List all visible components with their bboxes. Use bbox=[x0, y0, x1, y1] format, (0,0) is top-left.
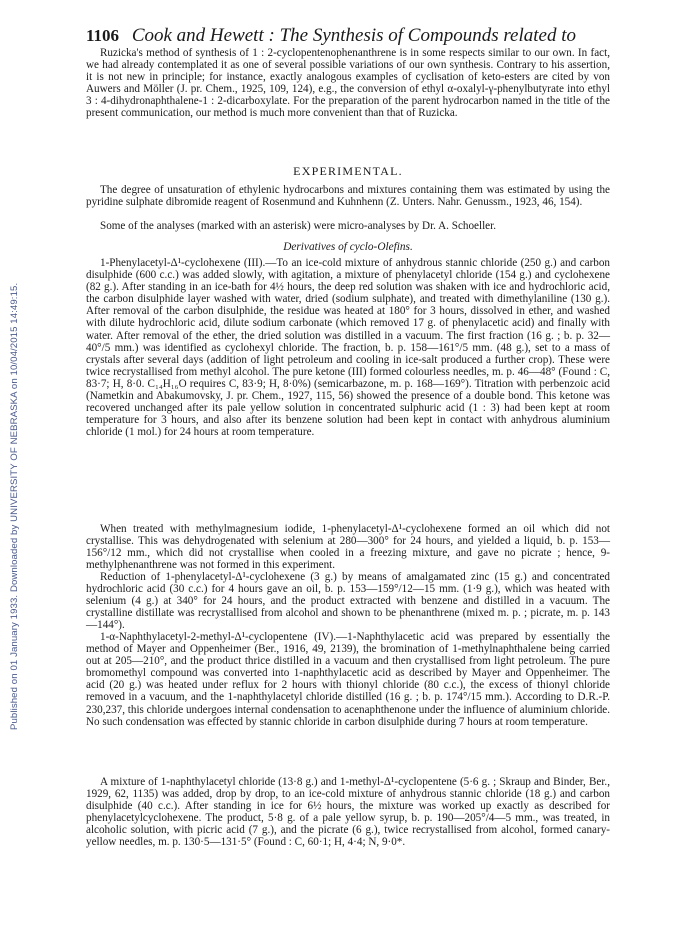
derivatives-heading: Derivatives of cyclo-Olefins. bbox=[283, 241, 413, 253]
experimental-paragraph-1: The degree of unsaturation of ethylenic hydrocarbons and mixtures containing them was estimated by using the pyridine sulphate dibromide reagent of Rosenmund and Kuhnhenn (Z. Unters. Nahr. Genussm., 1923, 46, 154). bbox=[86, 184, 610, 209]
paragraph-reduction: Reduction of 1-phenylacetyl-Δ¹-cyclohexene (3 g.) by means of amalgamated zinc (15 g.) and concentrated hydrochloric acid (30 c.c.) for 4 hours gave an oil, b. p. 153—159°/12—15 mm. (1·9 g.), which was heated with selenium (4 g.) at 340° for 24 hours, and the product extracted with benzene and distilled in a vacuum. The crystalline distillate was recrystallised from alcohol and shown to be phenanthrene (mixed m. p. ; picrate, m. p. 143—144°). bbox=[86, 571, 610, 632]
download-watermark-text: Published on 01 January 1933. Downloaded by UNIVERSITY OF NEBRASKA on 10/04/2015 14:49:15. bbox=[9, 282, 20, 730]
paragraph-naphthylacetyl-cyclopentene: 1-α-Naphthylacetyl-2-methyl-Δ¹-cyclopentene (IV).—1-Naphthylacetic acid was prepared by essentially the method of Mayer and Oppenheimer (Ber., 1916, 49, 2139), the bromination of 1-methylnaphthalene being carried out at 205—210°, and the product thrice distilled in a vacuum and then crystallised from light petroleum. The pure bromomethyl compound was converted into 1-naphthylacetic acid as described by Mayer and Oppenheimer. The acid (20 g.) was heated under reflux for 2 hours with thionyl chloride (80 c.c.), the excess of thionyl chloride removed in a vacuum, and the 1-naphthylacetyl chloride distilled (16 g. ; b. p. 174°/15 mm.). According to D.R.-P. 230,237, this chloride undergoes internal condensation to acenaphthenone under the influence of aluminium chloride. No such condensation was effected by stannic chloride in carbon disulphide during 7 hours at room temperature. bbox=[86, 631, 610, 728]
running-header bbox=[86, 25, 576, 47]
intro-paragraph: Ruzicka's method of synthesis of 1 : 2-cyclopentenophenanthrene is in some respects similar to our own. In fact, we had already contemplated it as one of several possible variations of our own synthesis. Contrary to his assertion, it is not new in principle; for instance, exactly analogous examples of cyclisation of keto-esters are cited by von Auwers and Möller (J. pr. Chem., 1925, 109, 124), e.g., the conversion of ethyl α-oxalyl-γ-phenylbutyrate into ethyl 3 : 4-dihydronaphthalene-1 : 2-dicarboxylate. For the preparation of the parent hydrocarbon named in the title of the present communication, our method is much more convenient than that of Ruzicka. bbox=[86, 47, 610, 120]
experimental-paragraph-2: Some of the analyses (marked with an asterisk) were micro-analyses by Dr. A. Schoeller. bbox=[100, 220, 496, 232]
paragraph-methylmagnesium-iodide: When treated with methylmagnesium iodide, 1-phenylacetyl-Δ¹-cyclohexene formed an oil which did not crystallise. This was dehydrogenated with selenium at 280—300° for 24 hours, and yielded a liquid, b. p. 153—156°/12 mm., which did not crystallise when cooled in a freezing mixture, and gave no picrate ; hence, 9-methylphenanthrene was not formed in this experiment. bbox=[86, 523, 610, 572]
experimental-heading: EXPERIMENTAL. bbox=[293, 164, 403, 178]
running-title: Cook and Hewett : The Synthesis of Compounds related to bbox=[131, 25, 576, 46]
paragraph-naphthylacetyl-mixture: A mixture of 1-naphthylacetyl chloride (13·8 g.) and 1-methyl-Δ¹-cyclopentene (5·6 g. ; Skraup and Binder, Ber., 1929, 62, 1135) was added, drop by drop, to an ice-cold mixture of anhydrous stannic chloride (18 g.) and carbon disulphide (40 c.c.). After standing in ice for 6½ hours, the mixture was worked up exactly as described for phenylacetylcyclohexene. The product, 5·8 g. of a pale yellow syrup, b. p. 190—205°/4—5 mm., was treated, in alcoholic solution, with picric acid (7 g.), and the picrate (6 g.), twice recrystallised from alcohol, formed canary-yellow needles, m. p. 130·5—131·5° (Found : C, 60·1; H, 4·4; N, 9·0*. bbox=[86, 776, 610, 849]
paragraph-phenylacetyl-cyclohexene: 1-Phenylacetyl-Δ¹-cyclohexene (III).—To an ice-cold mixture of anhydrous stannic chloride (250 g.) and carbon disulphide (600 c.c.) was added slowly, with agitation, a mixture of phenylacetyl chloride (154 g.) and cyclohexene (82 g.). After standing in an ice-bath for 4½ hours, the deep red solution was shaken with ice and hydrochloric acid, the carbon disulphide layer washed with water, dried (sodium sulphate), and treated with dimethylaniline (130 g.). After removal of the carbon disulphide, the residue was heated at 180° for 3 hours, dissolved in ether, and washed with dilute hydrochloric acid, dilute sodium carbonate (which removed 17 g. of phenylacetic acid) and finally with water. After removal of the ether, the dried solution was distilled in a vacuum. The first fraction (16 g. ; b. p. 32—40°/5 mm.) was identified as cyclohexyl chloride. The fraction, b. p. 158—161°/5 mm. (48 g.), set to a mass of crystals after several days (addition of light petroleum and cooling in ice-salt produced a further crop). These were twice recrystallised from methyl alcohol. The pure ketone (III) formed colourless needles, m. p. 46—48° (Found : C, 83·7; H, 8·0. C₁₄H₁₆O requires C, 83·9; H, 8·0%) (semicarbazone, m. p. 168—169°). Titration with perbenzoic acid (Nametkin and Abakumovsky, J. pr. Chem., 1927, 115, 56) showed the presence of a double bond. This ketone was recovered unchanged after its pale yellow solution in concentrated sulphuric acid (1 : 3) had been kept at room temperature for 3 hours, and also after its benzene solution had been kept in contact with anhydrous aluminium chloride (1 mol.) for 24 hours at room temperature. bbox=[86, 257, 610, 439]
download-watermark bbox=[1, 0, 20, 936]
page-number: 1106 bbox=[86, 26, 120, 45]
